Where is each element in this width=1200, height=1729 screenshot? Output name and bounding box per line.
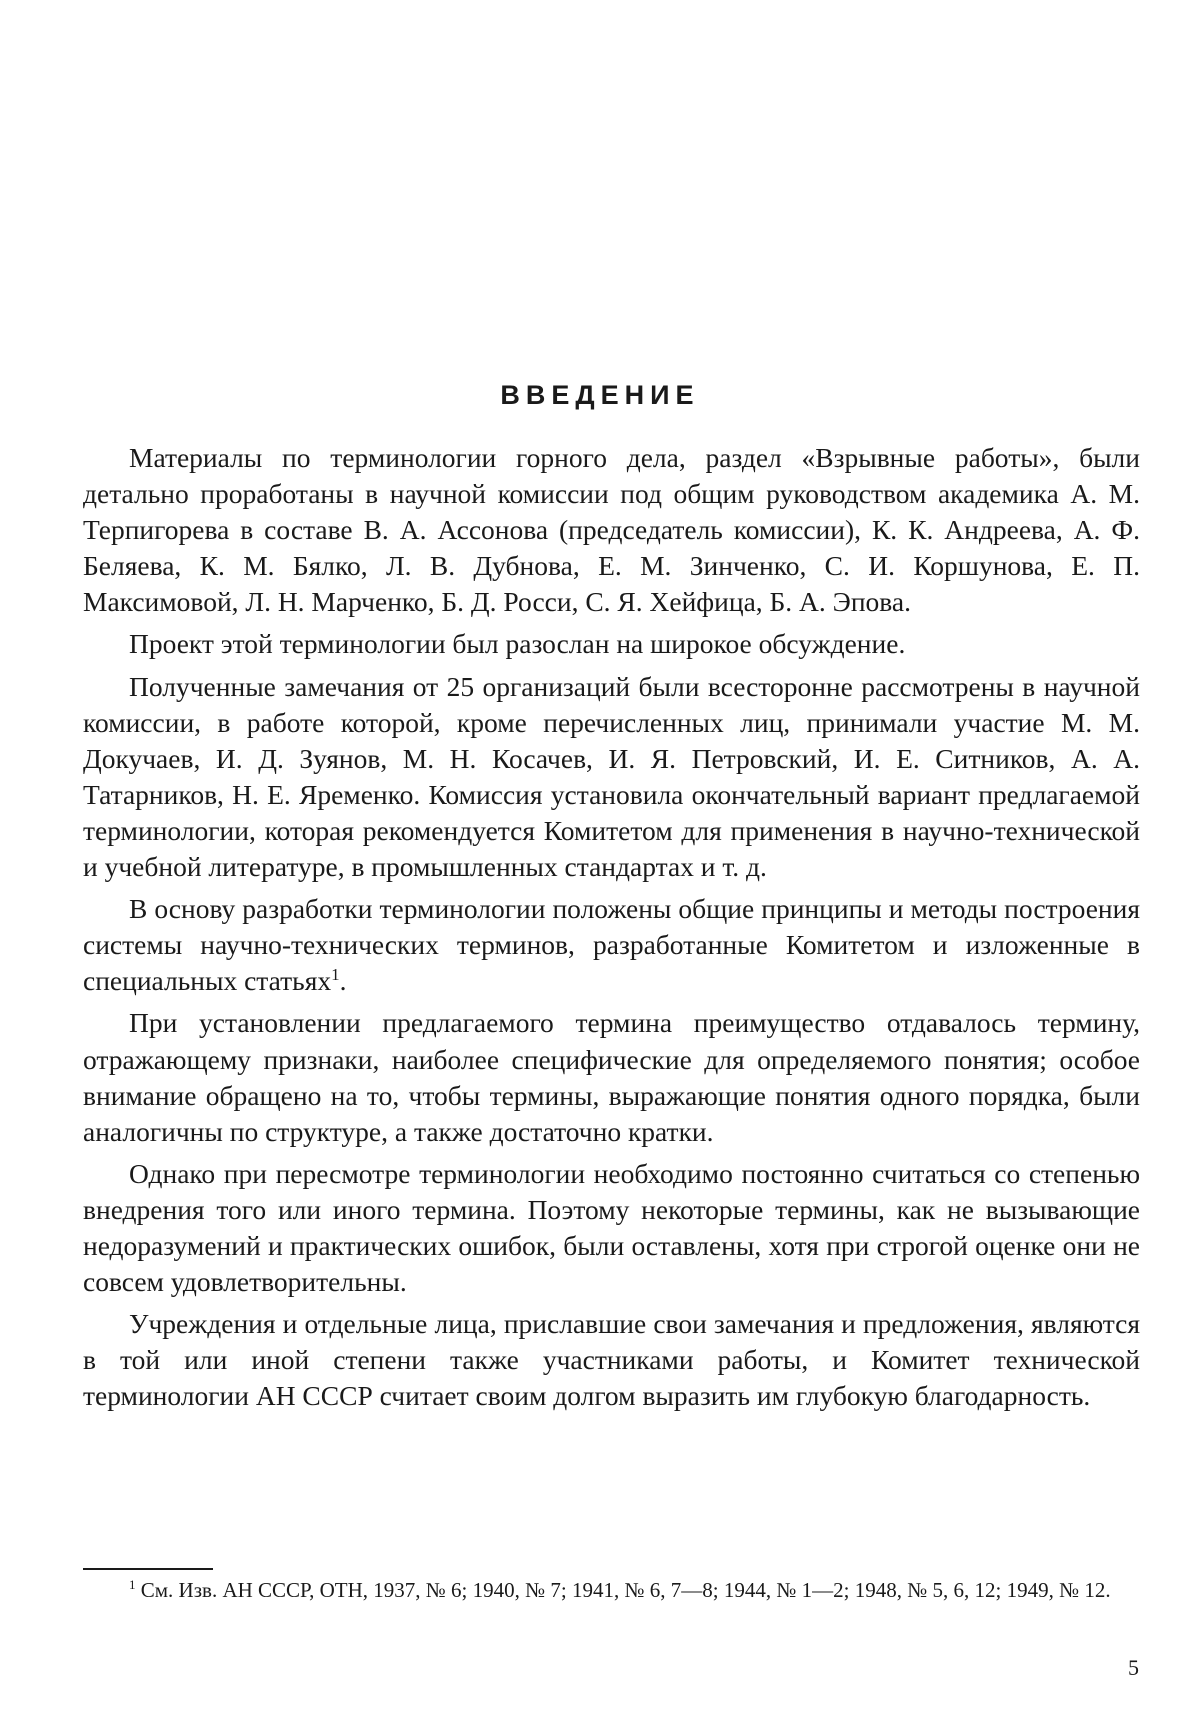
section-heading: ВВЕДЕНИЕ	[0, 380, 1200, 411]
footnote	[83, 1575, 1140, 1606]
body-text	[83, 440, 1140, 1420]
footnote-text: См. Изв. АН СССР, ОТН, 1937, № 6; 1940, № 7; 1941, № 6, 7—8; 1944, № 1—2; 1948, № 5, 6, 12; 1949, № 12.	[141, 1578, 1111, 1602]
footnote-marker: 1	[129, 1577, 136, 1592]
paragraph: Учреждения и отдельные лица, приславшие свои замечания и предло­жения, являются в той или иной степени также участниками работы, и Комитет технической терминологии АН СССР считает своим долгом выразить им глубокую благодарность.	[83, 1306, 1140, 1414]
paragraph: Полученные замечания от 25 организаций были всесторонне рассмот­рены в научной комиссии, в работе которой, кроме перечисленных лиц, принимали участие М. М. Докучаев, И. Д. Зуянов, М. Н. Косачев, И. Я. Петровский, И. Е. Ситников, А. А. Татарников, Н. Е. Яременко. Комиссия установила окончательный вариант предлагаемой терминоло­гии, которая рекомендуется Комитетом для применения в научно-техниче­ской и учебной литературе, в промышленных стандартах и т. д.	[83, 669, 1140, 886]
paragraph: В основу разработки терминологии положены общие принципы и мето­ды построения системы научно-технических терминов, разработанные Комитетом и изложенные в специальных статьях1.	[83, 891, 1140, 999]
paragraph-text: В основу разработки терминологии положены общие принципы и мето­ды построения системы научно-технических терминов, разработанные Комитетом и изложенные в специальных статьях	[83, 893, 1140, 996]
paragraph: Материалы по терминологии горного дела, раздел «Взрывные работы», были детально проработаны в научной комиссии под общим руководством академика А. М. Терпигорева в составе В. А. Ассонова (председатель комиссии), К. К. Андреева, А. Ф. Беляева, К. М. Бялко, Л. В. Дубнова, Е. М. Зинченко, С. И. Коршунова, Е. П. Максимовой, Л. Н. Марченко, Б. Д. Росси, С. Я. Хейфица, Б. А. Эпова.	[83, 440, 1140, 620]
footnote-divider	[83, 1568, 213, 1570]
paragraph: Проект этой терминологии был разослан на широкое обсуждение.	[83, 626, 1140, 662]
page-number: 5	[1128, 1655, 1139, 1681]
footnote-reference: 1	[331, 965, 340, 984]
paragraph: При установлении предлагаемого термина преимущество отдавалось термину, отражающему признаки, наиболее специфические для определяе­мого понятия; особое внимание обращено на то, чтобы термины, выра­жающие понятия одного порядка, были аналогичны по структуре, а так­же достаточно кратки.	[83, 1005, 1140, 1149]
paragraph: Однако при пересмотре терминологии необходимо постоянно считать­ся со степенью внедрения того или иного термина. Поэтому некоторые тер­мины, как не вызывающие недоразумений и практических ошибок, были оставлены, хотя при строгой оценке они не совсем удовлетворительны.	[83, 1156, 1140, 1300]
document-page	[0, 0, 1200, 1729]
